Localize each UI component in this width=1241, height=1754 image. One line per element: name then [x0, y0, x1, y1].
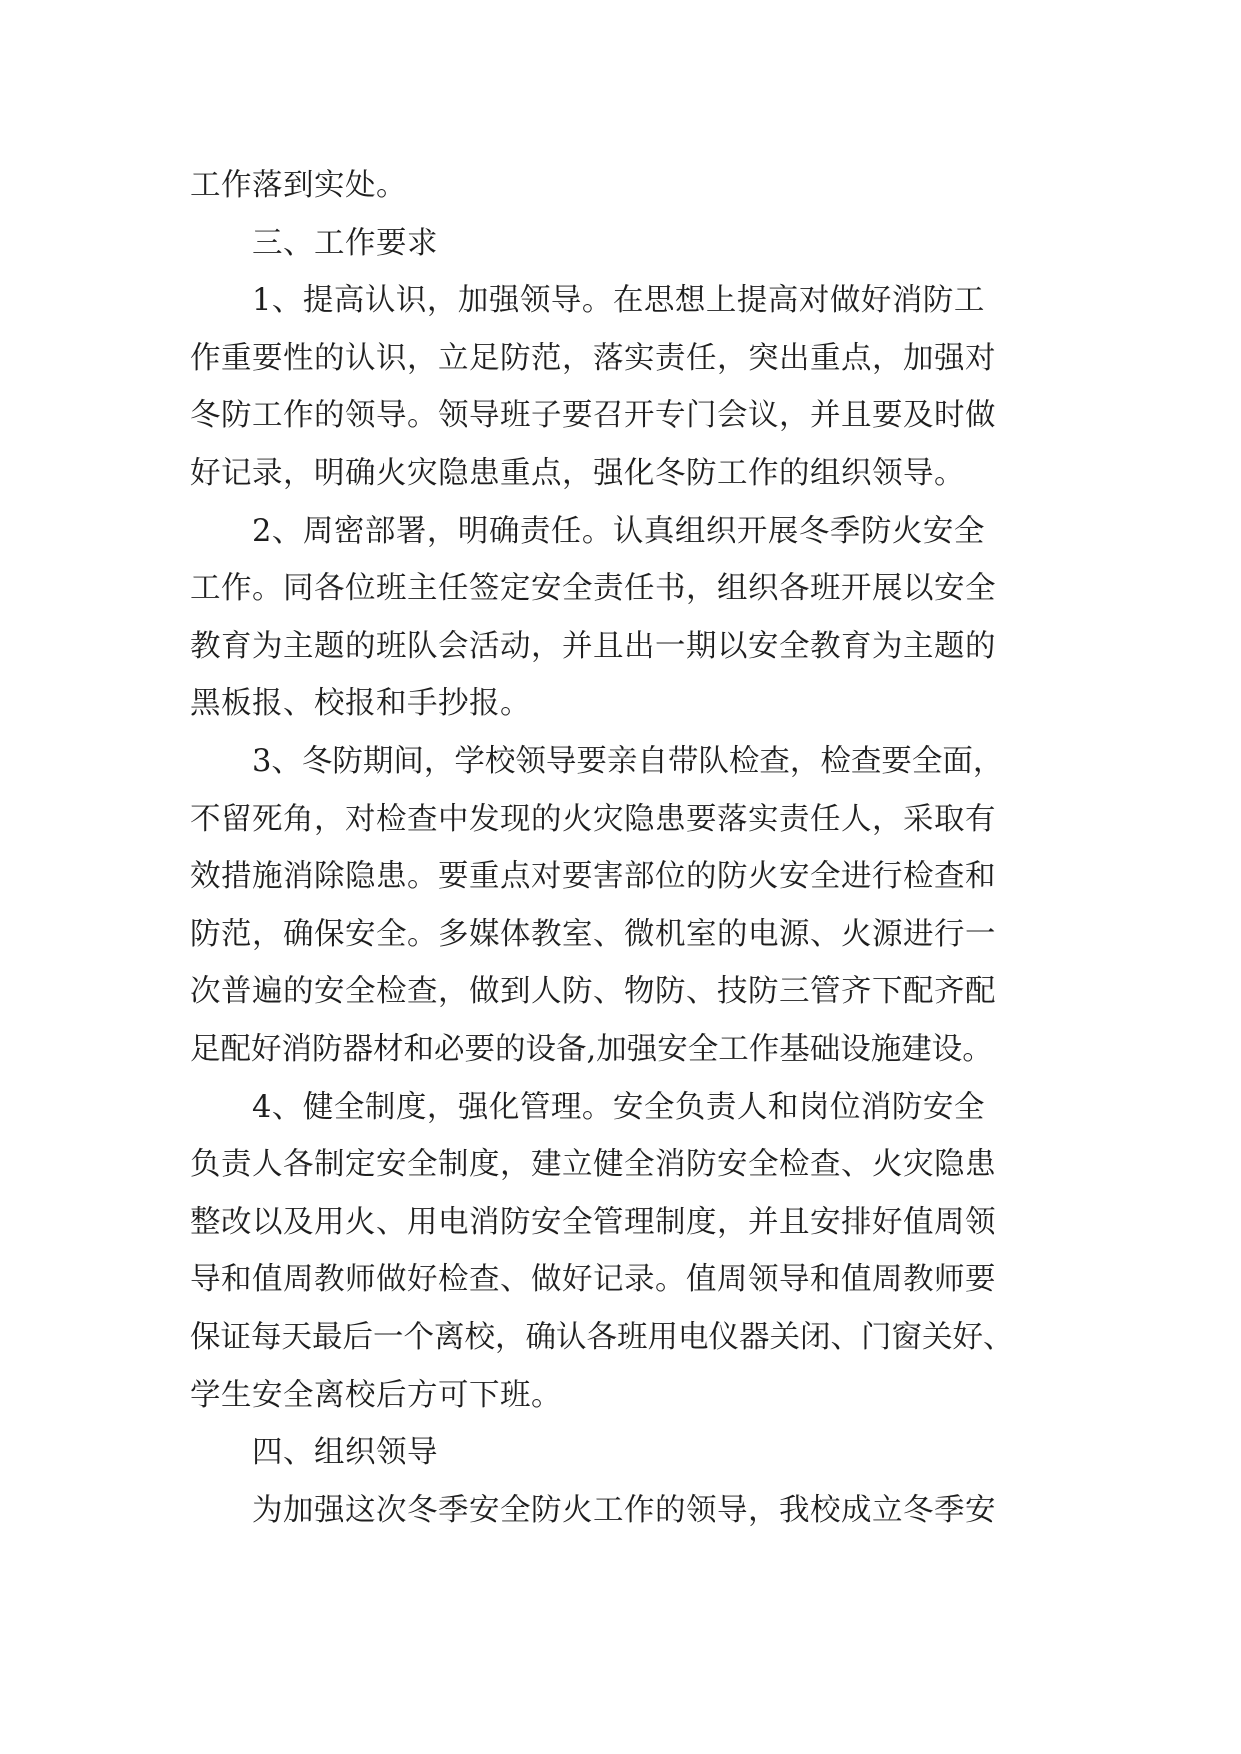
text-line: 为加强这次冬季安全防火工作的领导，我校成立冬季安: [252, 1493, 996, 1528]
text-line: 1、提高认识，加强领导。在思想上提高对做好消防工: [252, 283, 985, 318]
text-line: 4、健全制度，强化管理。安全负责人和岗位消防安全: [252, 1090, 985, 1125]
section-heading: 四、组织领导: [252, 1435, 438, 1470]
text-line: 整改以及用火、用电消防安全管理制度，并且安排好值周领: [190, 1205, 996, 1240]
text-line: 导和值周教师做好检查、做好记录。值周领导和值周教师要: [190, 1262, 996, 1297]
text-line: 保证每天最后一个离校，确认各班用电仪器关闭、门窗关好、: [190, 1320, 1014, 1355]
text-line: 黑板报、校报和手抄报。: [190, 686, 531, 721]
section-heading: 三、工作要求: [252, 226, 438, 261]
text-line: 不留死角，对检查中发现的火灾隐患要落实责任人，采取有: [190, 802, 996, 837]
text-line: 足配好消防器材和必要的设备,加强安全工作基础设施建设。: [190, 1032, 993, 1067]
text-line: 工作落到实处。: [190, 168, 407, 203]
text-line: 3、冬防期间，学校领导要亲自带队检查，检查要全面，: [252, 744, 1004, 779]
text-line: 2、周密部署，明确责任。认真组织开展冬季防火安全: [252, 514, 985, 549]
text-line: 效措施消除隐患。要重点对要害部位的防火安全进行检查和: [190, 859, 996, 894]
text-line: 防范，确保安全。多媒体教室、微机室的电源、火源进行一: [190, 917, 996, 952]
text-line: 作重要性的认识，立足防范，落实责任，突出重点，加强对: [190, 341, 996, 376]
text-line: 好记录，明确火灾隐患重点，强化冬防工作的组织领导。: [190, 456, 965, 491]
text-line: 学生安全离校后方可下班。: [190, 1378, 562, 1413]
text-line: 冬防工作的领导。领导班子要召开专门会议，并且要及时做: [190, 398, 996, 433]
text-line: 工作。同各位班主任签定安全责任书，组织各班开展以安全: [190, 571, 996, 606]
text-line: 次普遍的安全检查，做到人防、物防、技防三管齐下配齐配: [190, 974, 996, 1009]
text-line: 负责人各制定安全制度，建立健全消防安全检查、火灾隐患: [190, 1147, 996, 1182]
text-line: 教育为主题的班队会活动，并且出一期以安全教育为主题的: [190, 629, 996, 664]
